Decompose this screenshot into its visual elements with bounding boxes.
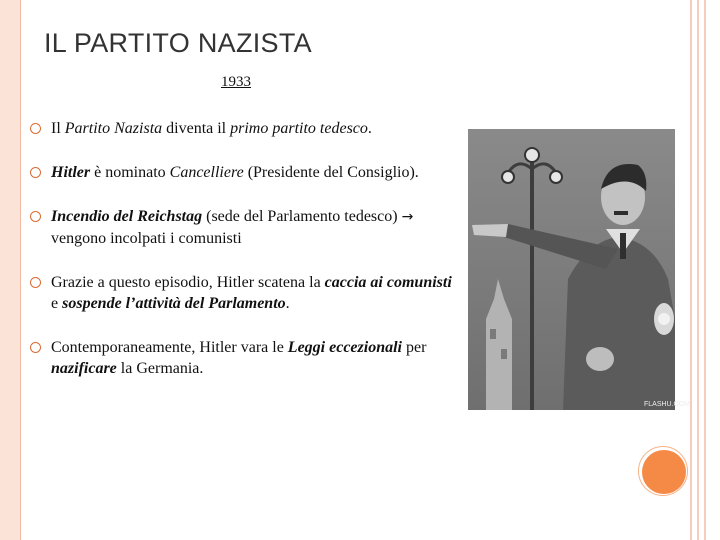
bullet-text-fragment: diventa il xyxy=(162,120,231,137)
photo-watermark: FLASHU.COM xyxy=(644,401,690,408)
bullet-item xyxy=(30,337,455,379)
bullet-item xyxy=(30,272,455,314)
bullet-text-fragment: primo partito tedesco xyxy=(230,120,368,137)
bullet-text-fragment: Leggi eccezionali xyxy=(287,339,402,356)
bullet-text-fragment: per xyxy=(401,339,427,356)
bullet-item xyxy=(30,162,455,183)
slide-subtitle-year: 1933 xyxy=(221,74,251,90)
bullet-text-fragment: sospende l’attività del Parlamento xyxy=(62,295,286,312)
bullet-text-fragment: (Presidente del Consiglio). xyxy=(243,164,419,181)
slide-title: IL PARTITO NAZISTA xyxy=(44,28,312,58)
photo-illustration xyxy=(468,129,690,410)
bullet-circle-icon xyxy=(30,123,41,134)
bullet-circle-icon xyxy=(30,167,41,178)
bullet-text-fragment: nazificare xyxy=(51,360,117,377)
bullet-text-fragment: . xyxy=(367,120,372,137)
decorative-orange-circle xyxy=(642,450,686,494)
right-decorative-line xyxy=(704,0,706,540)
bullet-text-fragment: Incendio del Reichstag xyxy=(51,208,203,225)
bullet-item xyxy=(30,206,455,249)
right-decorative-line xyxy=(697,0,699,540)
bullet-item xyxy=(30,118,455,139)
bullet-text-fragment: Hitler xyxy=(51,164,91,181)
bullet-text-fragment: vengono incolpati i comunisti xyxy=(51,230,242,247)
bullet-circle-icon xyxy=(30,342,41,353)
bullet-text-fragment: caccia ai comunisti xyxy=(324,274,452,291)
bullet-circle-icon xyxy=(30,277,41,288)
bullet-text-fragment: (sede del Parlamento tedesco) xyxy=(202,208,402,225)
bullet-list xyxy=(30,118,455,402)
bullet-text-fragment: Cancelliere xyxy=(169,164,244,181)
left-decorative-strip xyxy=(0,0,21,540)
bullet-text-fragment: Partito Nazista xyxy=(64,120,163,137)
right-decorative-line xyxy=(690,0,692,540)
bullet-text-fragment: → xyxy=(401,209,414,225)
historical-photo xyxy=(468,129,690,410)
bullet-text-fragment: Contemporaneamente, Hitler vara le xyxy=(51,339,288,356)
bullet-text-fragment: Grazie a questo episodio, Hitler scatena la xyxy=(51,274,325,291)
bullet-text-fragment: e xyxy=(51,295,63,312)
bullet-text-fragment: la Germania. xyxy=(116,360,204,377)
bullet-text-fragment: Il xyxy=(51,120,65,137)
bullet-text-fragment: . xyxy=(285,295,290,312)
bullet-circle-icon xyxy=(30,211,41,222)
bullet-text-fragment: è nominato xyxy=(90,164,170,181)
